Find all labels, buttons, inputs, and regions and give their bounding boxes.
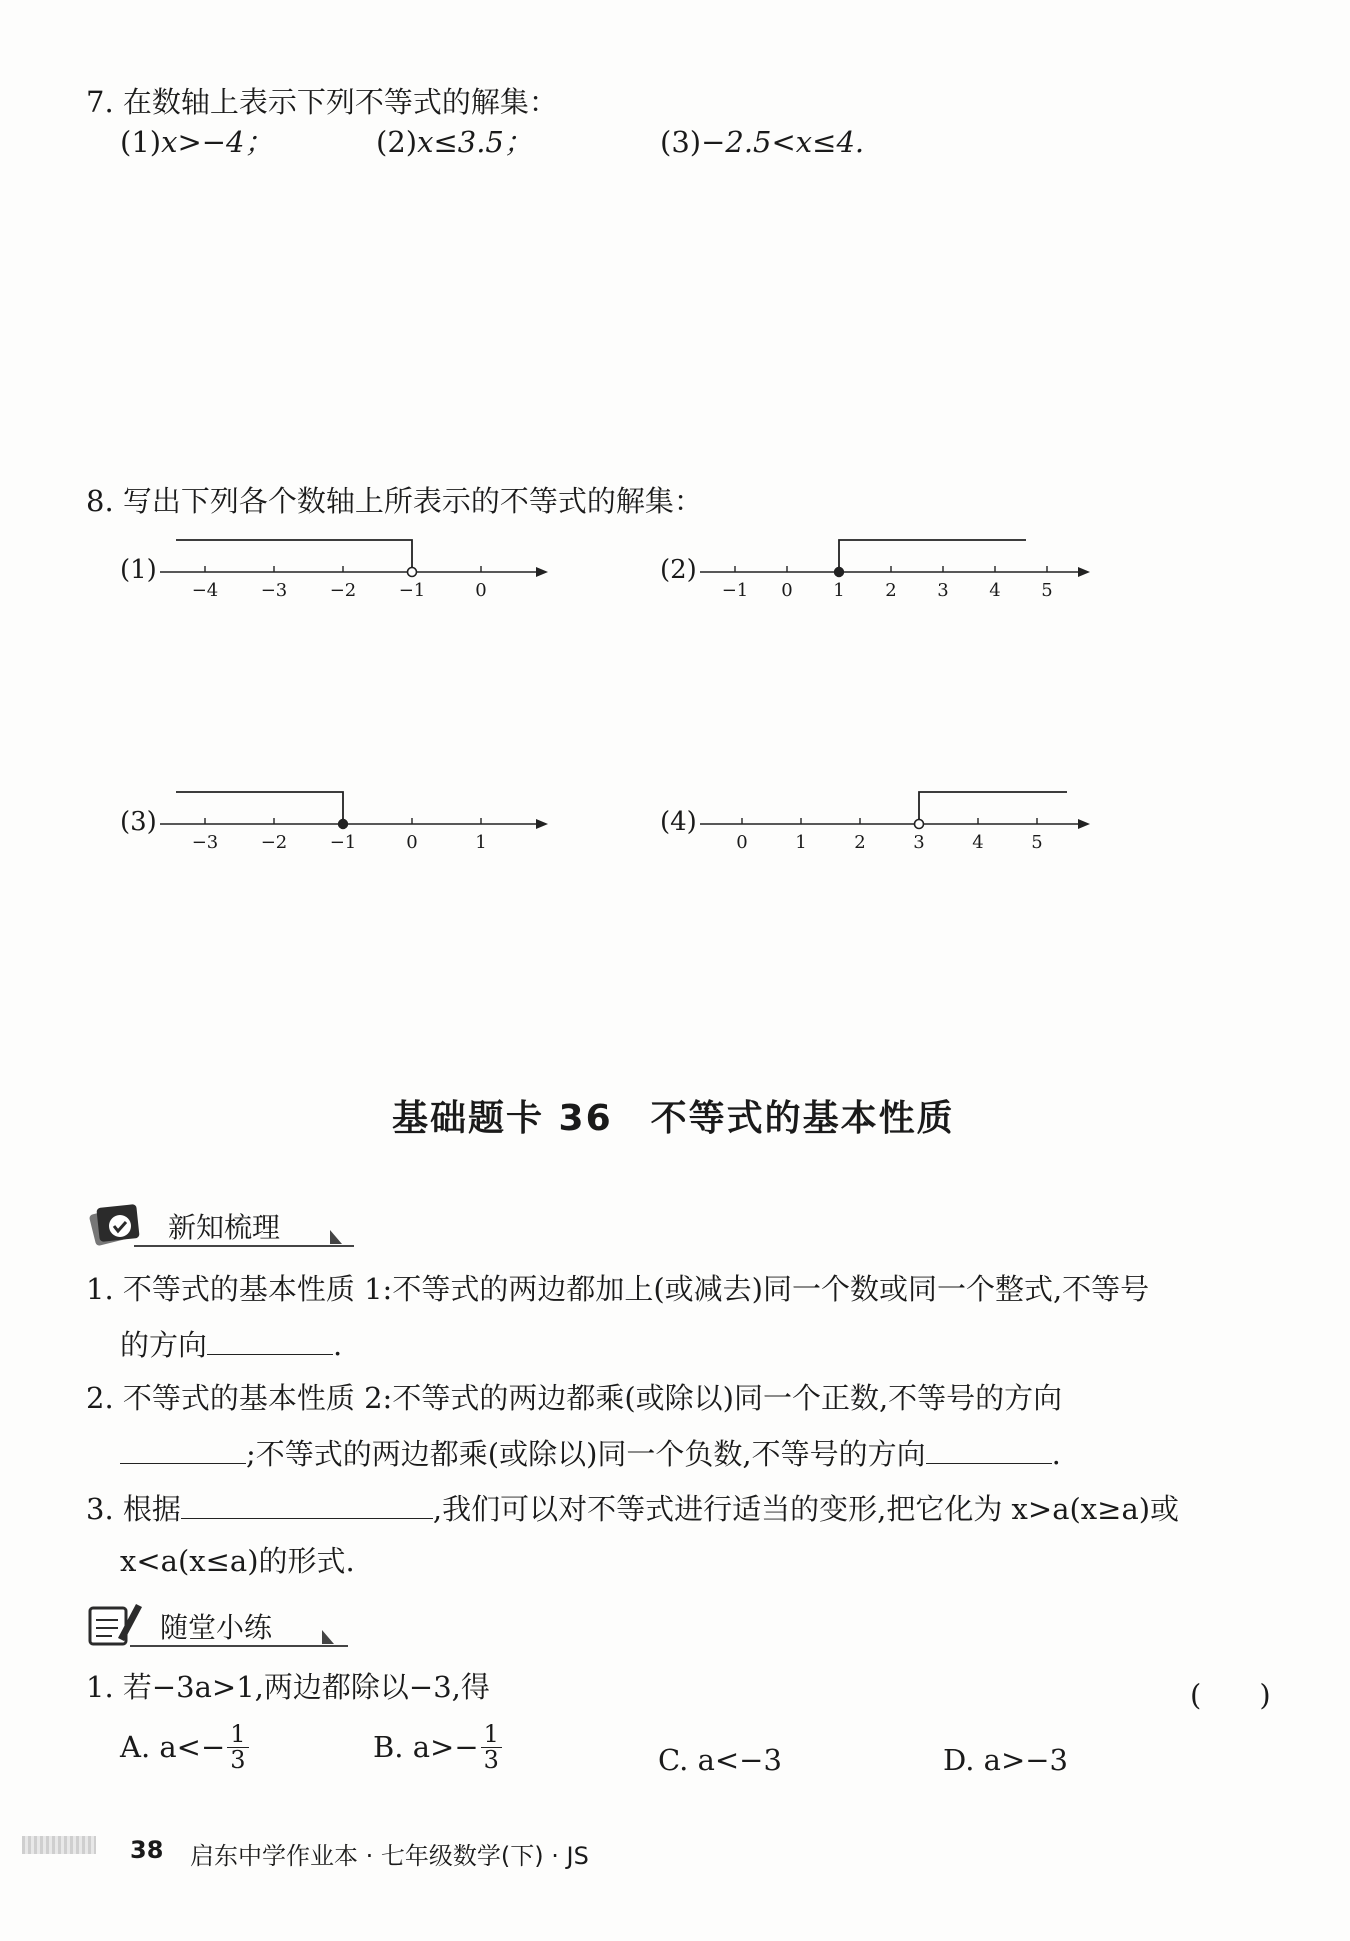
option-b[interactable] [373,1722,502,1773]
q8-title: 8. 写出下列各个数轴上所表示的不等式的解集： [86,484,703,518]
xinzhi-p2-line2 [120,1437,1061,1469]
q7-title: 7. 在数轴上表示下列不等式的解集： [86,85,558,119]
numline-2 [700,530,1100,605]
xinzhi-p1-line1: 1. 不等式的基本性质 1:不等式的两边都加上(或减去)同一个数或同一个整式,不等号 [86,1272,1150,1306]
numline-2-tick-label: −1 [721,580,749,601]
numline-1-tick-label: −3 [260,580,288,601]
numline-1-open-point [408,568,417,577]
numline-1-tick-label: −2 [329,580,357,601]
numline-4 [700,782,1100,857]
q7-item-3-expr: −2.5<x≤4. [701,125,865,159]
numline-4-open-point [915,820,924,829]
section-title: 基础题卡 36 不等式的基本性质 [392,1098,955,1139]
xinzhi-p1-end: . [333,1328,343,1362]
numline-3-solution-bracket [176,792,343,820]
option-a-denominator: 3 [230,1746,246,1775]
xinzhi-heading [84,1198,360,1250]
numline-2-arrow [1078,567,1090,577]
numline-2-tick-label: 3 [937,580,949,601]
numline-2-tick-label: 5 [1041,580,1053,601]
option-a-numerator: 1 [227,1722,248,1748]
numline-3-tick-label: −2 [260,832,288,853]
numline-2-tick-label: 4 [989,580,1001,601]
option-a-label: A. a<− [120,1730,226,1765]
q7-item-3-label: (3) [660,125,702,159]
option-d[interactable]: D. a>−3 [943,1743,1068,1777]
xinzhi-p3-line1 [86,1492,1179,1524]
option-a[interactable] [120,1722,249,1773]
numline-2-closed-point [835,568,844,577]
xinzhi-p3-line2: x<a(x≤a)的形式. [120,1544,355,1578]
numline-2-label: (2) [660,555,697,585]
xinzhi-p2-line1: 2. 不等式的基本性质 2:不等式的两边都乘(或除以)同一个正数,不等号的方向 [86,1381,1063,1415]
xinzhi-p1-line2 [120,1328,342,1360]
numline-3-tick-label: 0 [406,832,418,853]
q7-item-1-label: (1) [120,125,162,159]
numline-4-tick-label: 0 [736,832,748,853]
xinzhi-heading-label: 新知梳理 [168,1211,281,1244]
numline-3-arrow [536,819,548,829]
numline-4-tick-label: 3 [913,832,925,853]
option-b-fraction [481,1722,502,1773]
numline-1-label: (1) [120,555,157,585]
fill-in-blank[interactable] [181,1492,433,1519]
numline-4-tick-label: 5 [1031,832,1043,853]
numline-4-tick-label: 2 [854,832,866,853]
heading-underline [84,1598,354,1650]
book-title: 启东中学作业本 · 七年级数学(下) · JS [190,1842,589,1870]
option-b-label: B. a>− [373,1730,479,1765]
suitang-q1: 1. 若−3a>1,两边都除以−3,得 [86,1670,490,1704]
numline-3-label: (3) [120,807,157,837]
suitang-heading [84,1598,354,1650]
numline-4-tick-label: 1 [795,832,807,853]
numline-3-tick-label: −1 [329,832,357,853]
numline-3-tick-label: 1 [475,832,487,853]
heading-underline [84,1198,360,1250]
q7-item-2 [376,125,533,159]
numline-1-tick-label: −1 [398,580,426,601]
q7-item-2-expr: x≤3.5； [417,125,533,159]
xinzhi-p3-prefix: 3. 根据 [86,1492,181,1526]
q7-item-2-label: (2) [376,125,418,159]
numline-1-tick-label: 0 [475,580,487,601]
answer-parentheses[interactable]: ( ) [1190,1678,1271,1712]
xinzhi-p2-end: . [1051,1437,1061,1471]
numline-3 [160,782,560,857]
numline-3-tick-label: −3 [191,832,219,853]
numline-3-closed-point [339,820,348,829]
page-number: 38 [130,1836,164,1864]
xinzhi-p1-prefix: 的方向 [120,1328,208,1362]
q7-item-1-expr: x>−4； [161,125,274,159]
numline-1 [160,530,560,605]
numline-2-solution-bracket [839,540,1026,568]
numline-2-tick-label: 1 [833,580,845,601]
option-c[interactable]: C. a<−3 [658,1743,782,1777]
numline-1-solution-bracket [176,540,412,568]
option-b-denominator: 3 [483,1746,499,1775]
numline-4-label: (4) [660,807,697,837]
xinzhi-p2-middle: ;不等式的两边都乘(或除以)同一个负数,不等号的方向 [246,1437,926,1471]
option-a-fraction [227,1722,248,1773]
option-b-numerator: 1 [481,1722,502,1748]
q7-item-3 [660,125,865,159]
xinzhi-p3-rest: ,我们可以对不等式进行适当的变形,把它化为 x>a(x≥a)或 [432,1492,1180,1526]
numline-4-tick-label: 4 [972,832,984,853]
fill-in-blank[interactable] [207,1328,333,1355]
fill-in-blank[interactable] [926,1437,1052,1464]
footer-decoration [22,1836,96,1854]
numline-1-arrow [536,567,548,577]
numline-2-tick-label: 2 [885,580,897,601]
numline-1-tick-label: −4 [191,580,219,601]
numline-4-solution-bracket [919,792,1067,820]
q7-item-1 [120,125,274,159]
suitang-heading-label: 随堂小练 [160,1611,273,1644]
numline-2-tick-label: 0 [781,580,793,601]
numline-4-arrow [1078,819,1090,829]
fill-in-blank[interactable] [120,1437,246,1464]
